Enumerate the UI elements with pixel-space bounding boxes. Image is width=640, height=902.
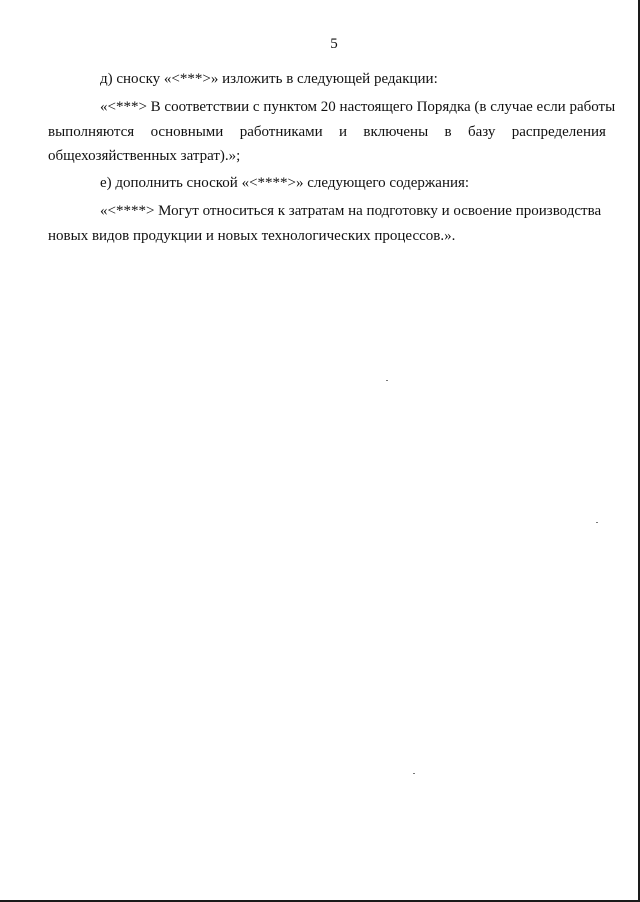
footnote-3-line-3: общехозяйственных затрат).»; [48,148,241,164]
footnote-3-line-2 [48,123,606,141]
scan-speck [596,522,598,523]
scan-speck [413,773,415,774]
word: работниками [239,124,323,140]
footnote-4-line-2: новых видов продукции и новых технологических процессов.». [48,228,456,244]
word: выполняются [48,124,135,140]
word: включены [363,124,429,140]
word: основными [150,124,224,140]
page-number: 5 [330,36,338,52]
footnote-4-line-1: «<****> Могут относиться к затратам на подготовку и освоение производства [100,203,602,219]
footnote-3-line-1: «<***> В соответствии с пунктом 20 настоящего Порядка (в случае если работы [100,99,616,115]
paragraph-e-intro: е) дополнить сноской «<****>» следующего содержания: [100,175,470,191]
word: в [444,124,452,140]
word: базу [467,124,496,140]
scan-speck [386,380,388,381]
paragraph-d-intro: д) сноску «<***>» изложить в следующей редакции: [100,71,438,87]
word: распределения [511,124,606,140]
word: и [338,124,348,140]
